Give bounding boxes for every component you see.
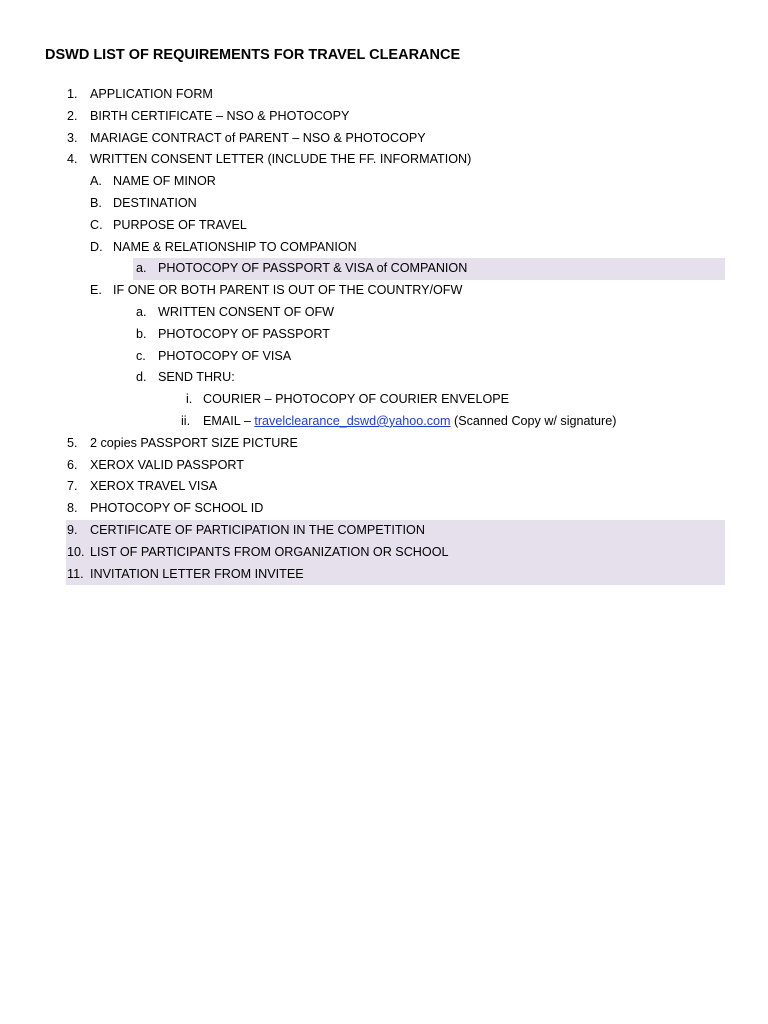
list-marker: A. [90, 174, 102, 189]
list-item [0, 128, 768, 150]
list-marker: 11. [67, 566, 84, 581]
list-item [0, 455, 768, 477]
list-item [0, 433, 768, 455]
list-item-text: WRITTEN CONSENT OF OFW [158, 304, 335, 319]
list-item-text: IF ONE OR BOTH PARENT IS OUT OF THE COUNTRY/OFW [113, 283, 463, 298]
list-marker: d. [136, 370, 147, 385]
email-prefix: EMAIL – [203, 413, 255, 428]
list-item [0, 520, 768, 542]
list-item-text: LIST OF PARTICIPANTS FROM ORGANIZATION OR SCHOOL [90, 544, 449, 559]
list-marker: 1. [67, 87, 78, 101]
sub-list-item [0, 171, 768, 193]
sub-sub-list-item [0, 302, 768, 324]
list-marker: E. [90, 283, 102, 298]
list-item [0, 106, 768, 128]
list-marker: 9. [67, 522, 78, 537]
list-item [0, 498, 768, 520]
list-item [0, 542, 768, 564]
list-item-text: PHOTOCOPY OF VISA [158, 348, 292, 363]
list-item-text: XEROX TRAVEL VISA [90, 479, 218, 494]
list-item [0, 84, 768, 106]
sub-sub-list-item [0, 346, 768, 368]
list-item-text: WRITTEN CONSENT LETTER (INCLUDE THE FF. INFORMATION) [90, 152, 472, 167]
email-note: (Scanned Copy w/ signature) [450, 413, 617, 428]
list-marker: i. [186, 392, 193, 407]
list-marker: 8. [67, 501, 78, 516]
list-marker: D. [90, 239, 103, 254]
sub-list-item [0, 215, 768, 237]
roman-list-item [0, 411, 768, 433]
list-item-text: COURIER – PHOTOCOPY OF COURIER ENVELOPE [203, 392, 510, 407]
email-link[interactable]: travelclearance_dswd@yahoo.com [254, 413, 451, 428]
list-item [0, 476, 768, 498]
list-item-text: PHOTOCOPY OF SCHOOL ID [90, 501, 264, 516]
list-marker: 2. [67, 108, 78, 123]
list-item-text: BIRTH CERTIFICATE – NSO & PHOTOCOPY [90, 108, 350, 123]
list-marker: b. [136, 326, 147, 341]
list-item-text: SEND THRU: [158, 370, 235, 385]
list-item-text: PHOTOCOPY OF PASSPORT [158, 326, 330, 341]
list-marker: a. [136, 261, 147, 276]
sub-sub-list-item [0, 258, 768, 280]
list-item-text: PHOTOCOPY OF PASSPORT & VISA of COMPANION [158, 261, 468, 276]
list-marker: ii. [181, 413, 191, 428]
list-item-text: INVITATION LETTER FROM INVITEE [90, 566, 304, 581]
list-marker: a. [136, 304, 147, 319]
list-item-text: NAME & RELATIONSHIP TO COMPANION [113, 239, 357, 254]
list-marker: 4. [67, 152, 78, 167]
list-item-text: 2 copies PASSPORT SIZE PICTURE [90, 435, 298, 450]
list-item-text: APPLICATION FORM [90, 87, 213, 101]
list-marker: 6. [67, 457, 78, 472]
document-title: DSWD LIST OF REQUIREMENTS FOR TRAVEL CLEARANCE [45, 47, 461, 63]
list-marker: B. [90, 195, 102, 210]
list-item [0, 149, 768, 171]
list-marker: 5. [67, 435, 78, 450]
sub-list-item [0, 280, 768, 302]
list-marker: 3. [67, 130, 78, 145]
list-item-text: PURPOSE OF TRAVEL [113, 217, 247, 232]
list-item-text: XEROX VALID PASSPORT [90, 457, 244, 472]
list-item-text: DESTINATION [113, 195, 197, 210]
list-marker: c. [136, 348, 146, 363]
list-item-text: CERTIFICATE OF PARTICIPATION IN THE COMPETITION [90, 522, 425, 537]
list-item-text: NAME OF MINOR [113, 174, 216, 189]
list-marker: 10. [67, 544, 85, 559]
list-item-text: MARIAGE CONTRACT of PARENT – NSO & PHOTOCOPY [90, 130, 426, 145]
list-marker: 7. [67, 479, 78, 494]
list-marker: C. [90, 217, 103, 232]
requirements-list [0, 84, 768, 585]
sub-list-item [0, 193, 768, 215]
roman-list-item [0, 389, 768, 411]
sub-list-item [0, 237, 768, 259]
email-line [203, 411, 616, 433]
sub-sub-list-item [0, 367, 768, 389]
sub-sub-list-item [0, 324, 768, 346]
list-item [0, 564, 768, 586]
